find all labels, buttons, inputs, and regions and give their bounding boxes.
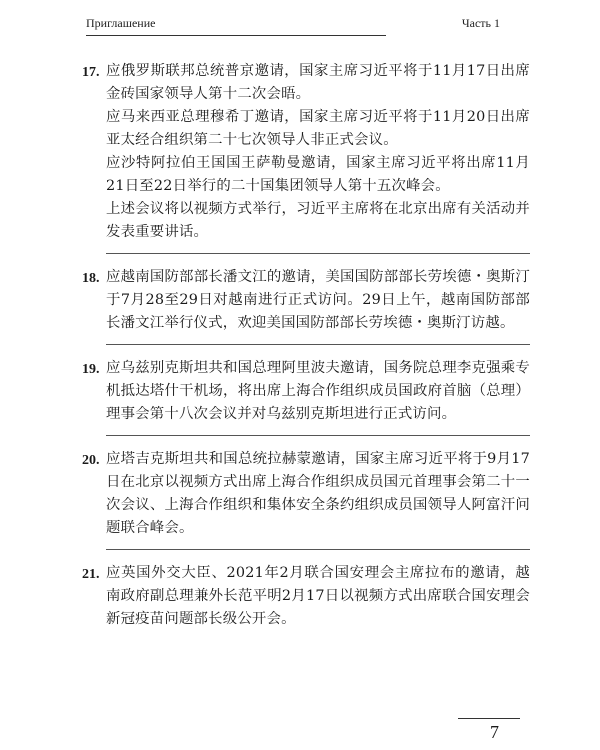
item-paragraph: 上述会议将以视频方式举行，习近平主席将在北京出席有关活动并发表重要讲话。 [106, 201, 530, 240]
item-paragraph: 应塔吉克斯坦共和国总统拉赫蒙邀请，国家主席习近平将于9月17日在北京以视频方式出席上海合作组织成员国元首理事会第二十一次会议、上海合作组织和集体安全条约组织成员国领导人阿富汗问题联合峰会。 [106, 451, 530, 536]
item-paragraph: 应乌兹别克斯坦共和国总理阿里波夫邀请，国务院总理李克强乘专机抵达塔什干机场，将出席上海合作组织成员国政府首脑（总理）理事会第十八次会议并对乌兹别克斯坦进行正式访问。 [106, 360, 530, 422]
footer-rule [458, 718, 520, 719]
item-number: 21. [82, 567, 100, 582]
item-paragraph: 应英国外交大臣、2021年2月联合国安理会主席拉布的邀请，越南政府副总理兼外长范平明2月17日以视频方式出席联合国安理会新冠疫苗问题部长级公开会。 [106, 565, 530, 627]
exercise-item-18 [70, 266, 530, 335]
item-number: 19. [82, 362, 100, 377]
item-number: 17. [82, 65, 100, 80]
exercise-item-21 [70, 562, 530, 631]
exercise-item-20 [70, 448, 530, 540]
item-paragraph: 应沙特阿拉伯王国国王萨勒曼邀请，国家主席习近平将出席11月21日至22日举行的二十国集团领导人第十五次峰会。 [106, 155, 530, 194]
running-header [86, 16, 500, 32]
item-number: 18. [82, 271, 100, 286]
answer-line [106, 435, 530, 436]
exercise-item-19 [70, 357, 530, 426]
item-paragraph: 应越南国防部部长潘文江的邀请，美国国防部部长劳埃德・奥斯汀于7月28至29日对越南进行正式访问。29日上午，越南国防部部长潘文江举行仪式，欢迎美国国防部部长劳埃德・奥斯汀访越。 [106, 269, 530, 331]
answer-line [106, 253, 530, 254]
header-title: Приглашение [86, 16, 156, 30]
exercise-item-17 [70, 60, 530, 244]
item-paragraph: 应马来西亚总理穆希丁邀请，国家主席习近平将于11月20日出席亚太经合组织第二十七次领导人非正式会议。 [106, 109, 530, 148]
answer-line [106, 549, 530, 550]
header-rule [86, 35, 386, 36]
item-paragraph: 应俄罗斯联邦总统普京邀请，国家主席习近平将于11月17日出席金砖国家领导人第十二次会晤。 [106, 63, 530, 102]
item-number: 20. [82, 453, 100, 468]
exercise-list [70, 60, 530, 631]
answer-line [106, 344, 530, 345]
page-number: 7 [490, 722, 499, 742]
header-part: Часть 1 [461, 16, 500, 30]
